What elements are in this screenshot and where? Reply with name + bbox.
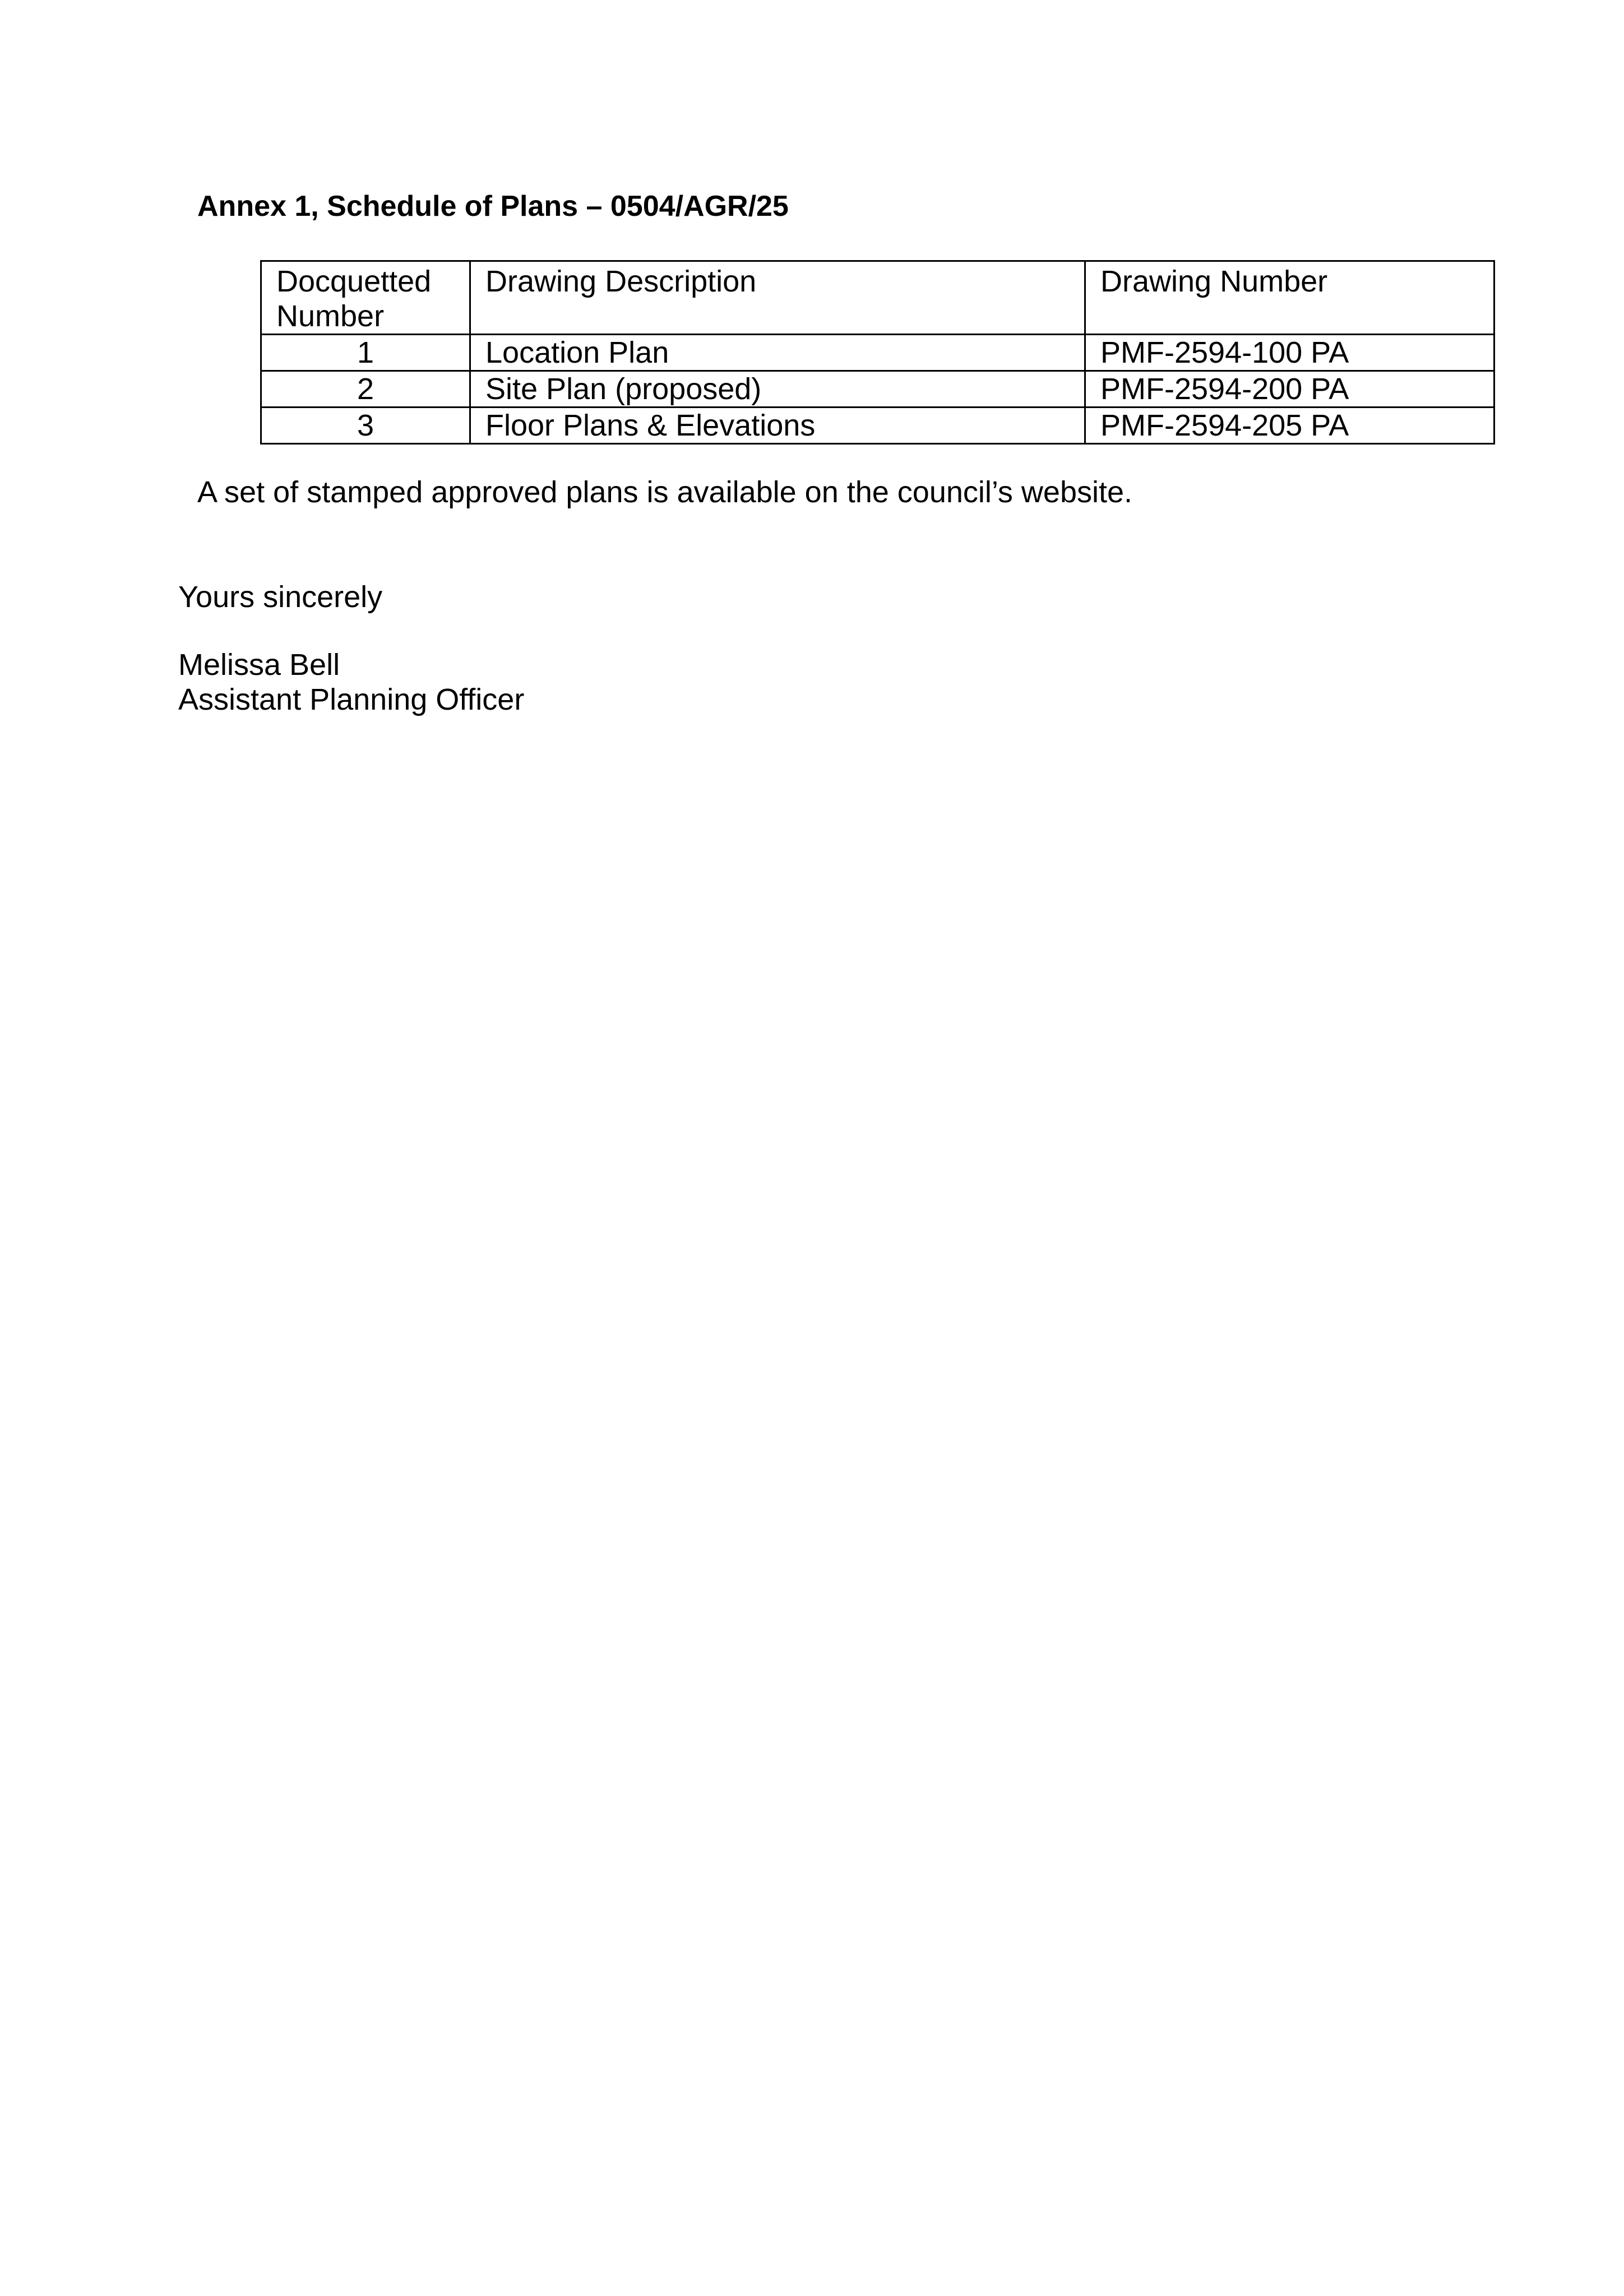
docquetted-number-cell: 1 (261, 335, 470, 371)
drawing-description-cell: Location Plan (470, 335, 1085, 371)
schedule-of-plans-table (260, 260, 1495, 445)
signatory-name: Melissa Bell (178, 648, 340, 682)
column-header-docquetted-number: Docquetted Number (261, 261, 470, 335)
approved-plans-note: A set of stamped approved plans is available on the council’s website. (197, 475, 1133, 509)
drawing-number-cell: PMF-2594-100 PA (1085, 335, 1495, 371)
closing-salutation: Yours sincerely (178, 580, 383, 614)
table-header-row (261, 261, 1495, 335)
signature-block (178, 647, 524, 717)
column-header-drawing-number: Drawing Number (1085, 261, 1495, 335)
docquetted-number-cell: 2 (261, 371, 470, 408)
annex-heading: Annex 1, Schedule of Plans – 0504/AGR/25 (197, 190, 789, 223)
drawing-number-cell: PMF-2594-200 PA (1085, 371, 1495, 408)
table-row (261, 335, 1495, 371)
table-row (261, 371, 1495, 408)
drawing-description-cell: Site Plan (proposed) (470, 371, 1085, 408)
drawing-description-cell: Floor Plans & Elevations (470, 408, 1085, 444)
column-header-drawing-description: Drawing Description (470, 261, 1085, 335)
docquetted-number-cell: 3 (261, 408, 470, 444)
table-row (261, 408, 1495, 444)
drawing-number-cell: PMF-2594-205 PA (1085, 408, 1495, 444)
signatory-title: Assistant Planning Officer (178, 683, 525, 716)
